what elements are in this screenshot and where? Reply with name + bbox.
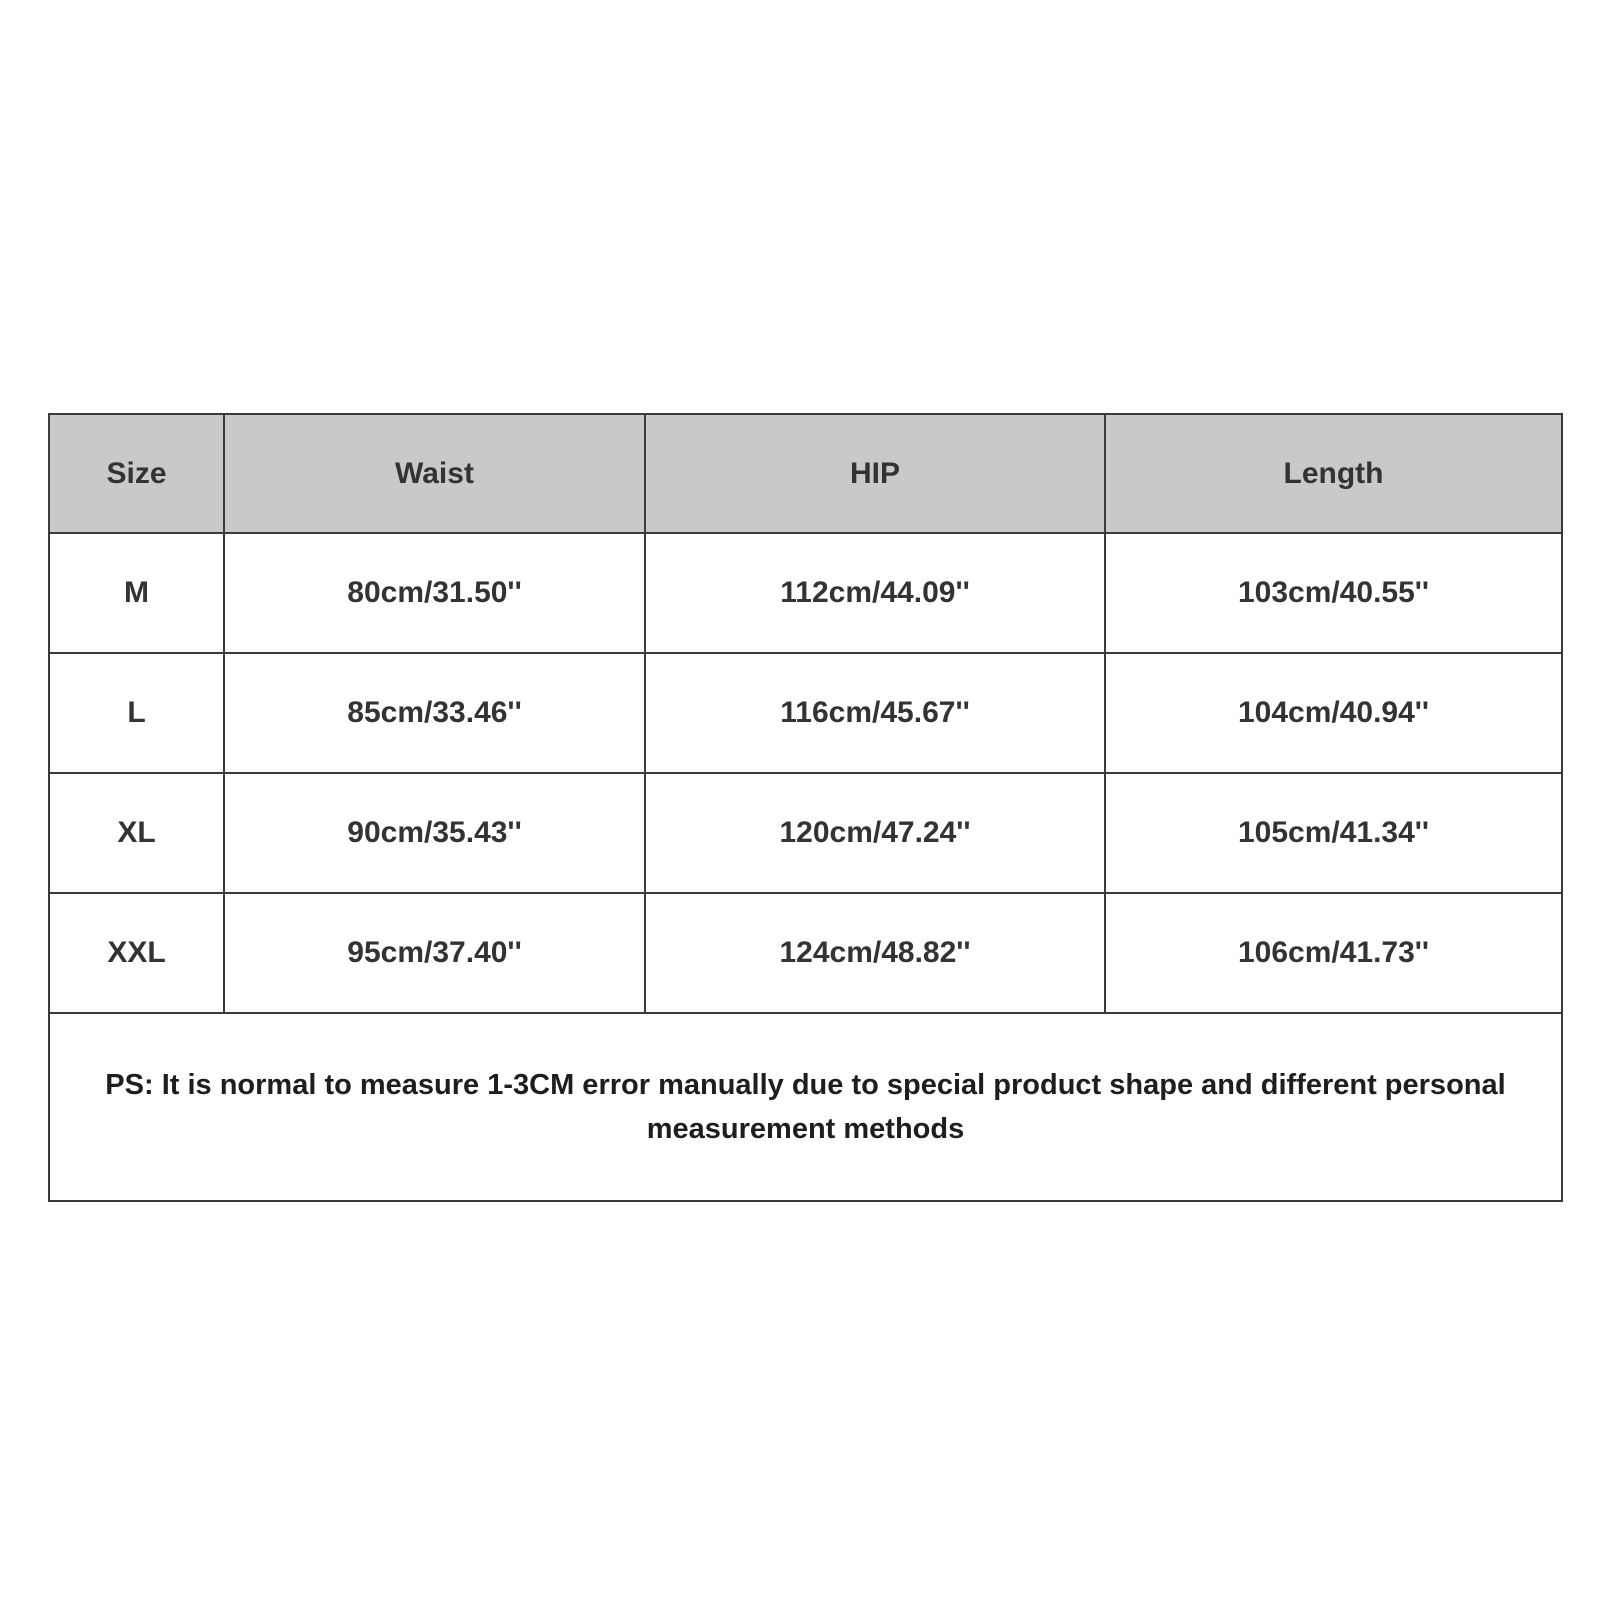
hip-cell: 124cm/48.82'' xyxy=(645,893,1105,1013)
table-row xyxy=(49,533,1562,653)
length-cell: 106cm/41.73'' xyxy=(1105,893,1562,1013)
size-cell: L xyxy=(49,653,224,773)
hip-cell: 116cm/45.67'' xyxy=(645,653,1105,773)
table-header-row xyxy=(49,414,1562,533)
size-cell: XL xyxy=(49,773,224,893)
note-row xyxy=(49,1013,1562,1201)
header-size: Size xyxy=(49,414,224,533)
header-waist: Waist xyxy=(224,414,645,533)
size-chart-table xyxy=(48,413,1563,1202)
waist-cell: 90cm/35.43'' xyxy=(224,773,645,893)
size-cell: M xyxy=(49,533,224,653)
size-cell: XXL xyxy=(49,893,224,1013)
table-row xyxy=(49,653,1562,773)
table-row xyxy=(49,893,1562,1013)
measurement-note: PS: It is normal to measure 1-3CM error manually due to special product shape and different personal measurement methods xyxy=(49,1013,1562,1201)
table-row xyxy=(49,773,1562,893)
length-cell: 105cm/41.34'' xyxy=(1105,773,1562,893)
length-cell: 103cm/40.55'' xyxy=(1105,533,1562,653)
waist-cell: 95cm/37.40'' xyxy=(224,893,645,1013)
hip-cell: 112cm/44.09'' xyxy=(645,533,1105,653)
header-length: Length xyxy=(1105,414,1562,533)
header-hip: HIP xyxy=(645,414,1105,533)
length-cell: 104cm/40.94'' xyxy=(1105,653,1562,773)
waist-cell: 80cm/31.50'' xyxy=(224,533,645,653)
hip-cell: 120cm/47.24'' xyxy=(645,773,1105,893)
waist-cell: 85cm/33.46'' xyxy=(224,653,645,773)
